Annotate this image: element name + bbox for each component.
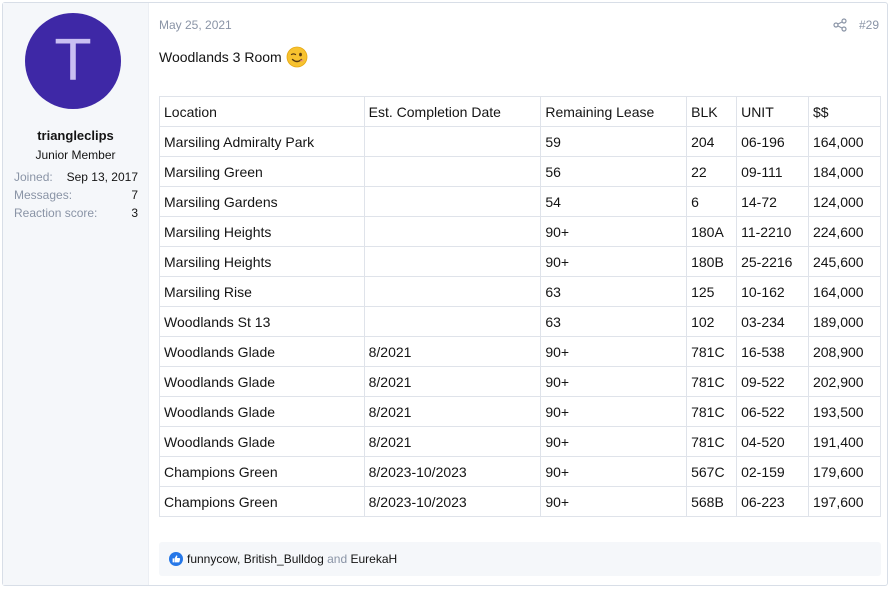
cell-remaining-lease: 90+: [541, 487, 687, 517]
header-completion-date: Est. Completion Date: [364, 97, 541, 127]
username[interactable]: triangleclips: [37, 128, 114, 143]
stat-reaction-score: [14, 204, 138, 222]
cell-blk: 22: [687, 157, 737, 187]
forum-post: [2, 2, 888, 586]
cell-remaining-lease: 90+: [541, 397, 687, 427]
stat-label: Joined:: [14, 170, 53, 184]
cell-price: 245,600: [808, 247, 880, 277]
wink-emoji-icon: [286, 46, 308, 68]
cell-price: 189,000: [808, 307, 880, 337]
cell-remaining-lease: 63: [541, 307, 687, 337]
cell-unit: 06-196: [737, 127, 809, 157]
cell-location: Champions Green: [160, 457, 365, 487]
stat-joined: [14, 168, 138, 186]
table-row: [160, 187, 881, 217]
header-unit: UNIT: [737, 97, 809, 127]
cell-location: Marsiling Heights: [160, 217, 365, 247]
cell-unit: 16-538: [737, 337, 809, 367]
header-blk: BLK: [687, 97, 737, 127]
stat-value: Sep 13, 2017: [66, 170, 138, 184]
table-row: [160, 337, 881, 367]
reactor-and: and: [327, 552, 348, 566]
cell-blk: 568B: [687, 487, 737, 517]
post-heading-text: Woodlands 3 Room: [159, 49, 282, 65]
stat-label: Reaction score:: [14, 206, 98, 220]
header-location: Location: [160, 97, 365, 127]
reactor-name[interactable]: funnycow: [187, 552, 238, 566]
table-row: [160, 307, 881, 337]
cell-price: 197,600: [808, 487, 880, 517]
cell-remaining-lease: 54: [541, 187, 687, 217]
cell-location: Marsiling Admiralty Park: [160, 127, 365, 157]
cell-unit: 06-223: [737, 487, 809, 517]
cell-price: 202,900: [808, 367, 880, 397]
hdb-listing-table: [159, 96, 881, 517]
cell-price: 164,000: [808, 127, 880, 157]
post-number-link[interactable]: #29: [859, 18, 880, 32]
cell-blk: 781C: [687, 427, 737, 457]
table-row: [160, 217, 881, 247]
cell-price: 124,000: [808, 187, 880, 217]
cell-remaining-lease: 90+: [541, 367, 687, 397]
cell-location: Woodlands Glade: [160, 427, 365, 457]
cell-unit: 09-522: [737, 367, 809, 397]
table-row: [160, 487, 881, 517]
cell-completion-date: [364, 307, 541, 337]
cell-remaining-lease: 90+: [541, 427, 687, 457]
cell-price: 179,600: [808, 457, 880, 487]
cell-unit: 02-159: [737, 457, 809, 487]
cell-location: Marsiling Green: [160, 157, 365, 187]
reactor-name[interactable]: EurekaH: [350, 552, 398, 566]
post-date[interactable]: May 25, 2021: [159, 18, 232, 32]
cell-completion-date: 8/2021: [364, 337, 541, 367]
cell-blk: 102: [687, 307, 737, 337]
cell-unit: 10-162: [737, 277, 809, 307]
table-row: [160, 247, 881, 277]
cell-price: 191,400: [808, 427, 880, 457]
cell-completion-date: [364, 127, 541, 157]
cell-unit: 11-2210: [737, 217, 809, 247]
cell-blk: 781C: [687, 367, 737, 397]
cell-completion-date: 8/2021: [364, 397, 541, 427]
reactor-list: [187, 552, 397, 566]
cell-price: 224,600: [808, 217, 880, 247]
like-icon: [169, 552, 183, 566]
user-panel: [3, 3, 149, 585]
table-row: [160, 397, 881, 427]
cell-unit: 03-234: [737, 307, 809, 337]
cell-location: Marsiling Gardens: [160, 187, 365, 217]
cell-completion-date: [364, 157, 541, 187]
cell-location: Woodlands Glade: [160, 397, 365, 427]
cell-completion-date: [364, 277, 541, 307]
cell-unit: 14-72: [737, 187, 809, 217]
table-row: [160, 157, 881, 187]
cell-location: Marsiling Heights: [160, 247, 365, 277]
cell-blk: 781C: [687, 397, 737, 427]
cell-unit: 25-2216: [737, 247, 809, 277]
cell-location: Woodlands St 13: [160, 307, 365, 337]
avatar[interactable]: [25, 13, 121, 109]
header-price: $$: [808, 97, 880, 127]
cell-remaining-lease: 90+: [541, 337, 687, 367]
cell-completion-date: 8/2021: [364, 427, 541, 457]
cell-unit: 04-520: [737, 427, 809, 457]
stat-label: Messages:: [14, 188, 73, 202]
cell-completion-date: [364, 247, 541, 277]
share-icon[interactable]: [833, 18, 847, 32]
cell-completion-date: [364, 217, 541, 247]
cell-blk: 125: [687, 277, 737, 307]
table-row: [160, 127, 881, 157]
cell-price: 208,900: [808, 337, 880, 367]
cell-completion-date: [364, 187, 541, 217]
stat-messages: [14, 186, 138, 204]
cell-price: 193,500: [808, 397, 880, 427]
cell-price: 184,000: [808, 157, 880, 187]
cell-remaining-lease: 90+: [541, 457, 687, 487]
cell-location: Woodlands Glade: [160, 367, 365, 397]
header-remaining-lease: Remaining Lease: [541, 97, 687, 127]
cell-unit: 06-522: [737, 397, 809, 427]
user-title: Junior Member: [35, 148, 116, 162]
table-row: [160, 277, 881, 307]
cell-remaining-lease: 63: [541, 277, 687, 307]
avatar-letter: T: [55, 28, 91, 94]
table-row: [160, 427, 881, 457]
table-row: [160, 367, 881, 397]
cell-blk: 180A: [687, 217, 737, 247]
cell-location: Marsiling Rise: [160, 277, 365, 307]
cell-remaining-lease: 59: [541, 127, 687, 157]
stat-value: 3: [131, 206, 138, 220]
stat-value: 7: [131, 188, 138, 202]
post-heading: [159, 46, 308, 68]
cell-blk: 781C: [687, 337, 737, 367]
user-stats: [14, 168, 138, 222]
cell-completion-date: 8/2021: [364, 367, 541, 397]
cell-remaining-lease: 56: [541, 157, 687, 187]
cell-completion-date: 8/2023-10/2023: [364, 457, 541, 487]
table-row: [160, 457, 881, 487]
cell-location: Champions Green: [160, 487, 365, 517]
cell-blk: 180B: [687, 247, 737, 277]
reactor-name[interactable]: British_Bulldog: [243, 552, 324, 566]
cell-blk: 567C: [687, 457, 737, 487]
cell-completion-date: 8/2023-10/2023: [364, 487, 541, 517]
table-header-row: [160, 97, 881, 127]
cell-location: Woodlands Glade: [160, 337, 365, 367]
reactions-bar[interactable]: [159, 542, 881, 576]
cell-blk: 204: [687, 127, 737, 157]
reactor-separator: ,: [237, 552, 244, 566]
cell-price: 164,000: [808, 277, 880, 307]
cell-remaining-lease: 90+: [541, 247, 687, 277]
cell-remaining-lease: 90+: [541, 217, 687, 247]
cell-unit: 09-111: [737, 157, 809, 187]
cell-blk: 6: [687, 187, 737, 217]
